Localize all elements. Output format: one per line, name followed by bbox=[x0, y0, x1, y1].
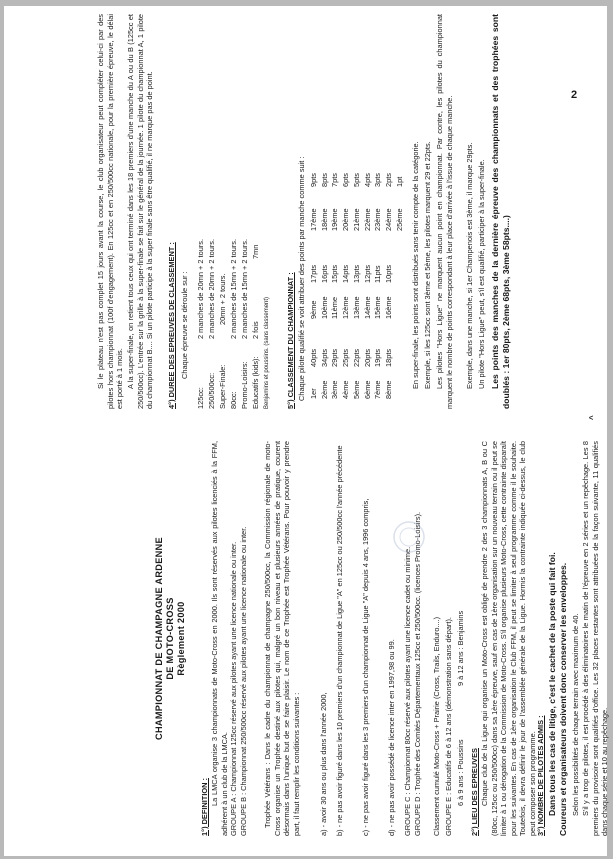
points-cell: 40pts bbox=[309, 348, 318, 367]
points-cell: 19pts bbox=[373, 348, 383, 367]
rank-cell: 4ème bbox=[341, 380, 351, 399]
points-cell: 6pts bbox=[341, 173, 351, 187]
rank-cell: 19ème bbox=[330, 208, 340, 231]
duree-row bbox=[218, 14, 228, 409]
duree-note: Benjamins et poussins. (sans classement) bbox=[264, 296, 270, 409]
rank-cell: 18ème bbox=[319, 208, 329, 231]
page-number: 2 bbox=[571, 89, 578, 101]
points-table-row bbox=[309, 14, 319, 399]
points-cell: 13pts bbox=[351, 264, 361, 283]
duree-row bbox=[240, 14, 250, 409]
points-cell: 4pts bbox=[362, 173, 372, 187]
duree-category: Super-Finale: bbox=[218, 364, 227, 409]
points-cell: 3pts bbox=[373, 173, 383, 187]
group-c-text: GROUPE C : Championnat 80cc réservé aux pilotes ayant une licence cadet ou minime. bbox=[403, 546, 412, 836]
nombre-text-1: Selon les possibilités de chaque terrain avec maximum de 40. bbox=[571, 613, 580, 816]
faint-stamp-logo bbox=[392, 519, 426, 555]
age-benjamins: 9 à 12 ans : Benjamins bbox=[456, 610, 465, 686]
rank-cell: 14ème bbox=[362, 296, 372, 319]
duree-value: 20mn + 2 tours. bbox=[218, 273, 227, 325]
classement-intro: Chaque pilote qualifié se voit attribuer des points par manche comme suit : bbox=[297, 156, 306, 401]
age-poussins: 6 à 9 ans : Poussins bbox=[456, 739, 465, 806]
duree-intro: Chaque épreuve se déroule sur : bbox=[180, 271, 189, 379]
duree-row bbox=[196, 14, 206, 409]
points-cell: 9pts bbox=[309, 173, 318, 187]
duree-category: Promo-Loisirs: bbox=[240, 361, 249, 409]
left-column bbox=[4, 441, 610, 836]
points-cell: 5pts bbox=[351, 173, 361, 187]
points-table bbox=[309, 14, 409, 399]
rank-cell: 17ème bbox=[309, 208, 318, 231]
points-cell: 17pts bbox=[309, 264, 318, 283]
points-table-row bbox=[395, 14, 405, 399]
rank-cell: 10ème bbox=[319, 296, 329, 319]
definition-text: La LMCA organise 3 championnats de Moto-Cross en 2000. Ils sont réservés aux pilotes licenciés à la FFM, adhérent à un club de la LMCA. bbox=[210, 441, 229, 836]
duree-category: Educatifs (kids): bbox=[251, 356, 260, 409]
points-table-row bbox=[363, 14, 373, 399]
duree-extra: 7mn bbox=[251, 244, 260, 259]
rank-cell: 2ème bbox=[319, 380, 329, 399]
points-table-row bbox=[341, 14, 351, 399]
trophee-veterans-text: Trophée Vétérans : Dans le cadre du championnat de champagne 250/500cc, la Commission régionale de moto-Cross organise un Trophée destiné aux pilotes qui, malgré un bon niveau et plusieurs années de pratique, courent désormais dans l'unique but de se faire plaisir. Le nom de ce Trophée est Trophée Vétérans. Pour pouvoir y prendre part, il faut remplir les conditions suivantes : bbox=[263, 441, 301, 836]
points-cell: 12pts bbox=[362, 264, 372, 283]
document-title-line-1: CHAMPIONNAT DE CHAMPAGNE ARDENNE bbox=[154, 537, 164, 740]
points-table-row bbox=[373, 14, 383, 399]
classement-heading: 5°) CLASSEMENT DU CHAMPIONNAT : bbox=[286, 272, 295, 409]
conserver-enveloppes-text: Coureurs et organisateurs doivent donc conserver les enveloppes. bbox=[558, 562, 568, 836]
duree-row bbox=[251, 14, 261, 409]
duree-row bbox=[229, 14, 239, 409]
group-b-text: GROUPE B : Championnat 250/500cc réservé aux pilotes ayant une licence nationale ou inter. bbox=[239, 526, 248, 836]
hors-ligue-text: Les pilotes "Hors Ligue" ne marquent aucun point en championnat. Par contre, les pilotes du championnat marquent le nombre de points correspondant à leur place d'arrivée à l'issue de chaque manche. bbox=[435, 14, 454, 409]
points-table-row bbox=[384, 14, 394, 399]
duree-category: 125cc: bbox=[196, 387, 205, 409]
definition-heading: 1°) DEFINITION : bbox=[200, 778, 209, 836]
condition-a: a) - avoir 30 ans ou plus dans l'année 2000, bbox=[319, 692, 328, 836]
duree-category: 80cc: bbox=[229, 391, 238, 409]
rank-cell: 21ème bbox=[351, 208, 361, 231]
points-cell: 22pts bbox=[351, 348, 361, 367]
points-cell: 18pts bbox=[383, 348, 393, 367]
points-cell: 15pts bbox=[330, 264, 340, 283]
points-cell: 8pts bbox=[319, 173, 329, 187]
document-page bbox=[4, 6, 610, 856]
rank-cell: 24ème bbox=[383, 208, 393, 231]
duree-value: 2 manches de 20mn + 2 tours. bbox=[196, 238, 205, 339]
points-cell: 7pts bbox=[330, 173, 340, 187]
duree-heading: 4°) DUREE DES EPREUVES DE CLASSEMENT : bbox=[167, 242, 176, 409]
rank-cell: 20ème bbox=[341, 208, 351, 231]
points-cell: 10pts bbox=[383, 264, 393, 283]
superfinale-points-text: En super-finale, les points sont distribués sans tenir compte de la catégorie. bbox=[411, 141, 420, 389]
group-d-text: GROUPE D : Trophée des Comités Départementaux 125cc et 250/500cc. (licences Promo-Loisirs). bbox=[413, 511, 422, 836]
condition-b: b) - ne pas avoir figuré dans les 10 premiers d'un championnat de Ligue "A" en 125cc ou 250/500cc l'année précédente bbox=[335, 445, 344, 836]
derniere-epreuve-text: Les points des manches de la dernière épreuve des championnats et des trophées sont doublés : 1er 80pts, 2ème 68pts, 3ème 58pts....) bbox=[490, 14, 511, 409]
exemple-2-text: Exemple, dans une manche, si 1er Champenois est 3ème, il marque 29pts. bbox=[465, 142, 474, 389]
duree-value: 2 fois bbox=[251, 321, 260, 339]
lieu-heading: 2°) LIEU DES EPREUVES bbox=[470, 748, 479, 836]
age-categories bbox=[456, 441, 466, 836]
points-cell: 29pts bbox=[330, 348, 340, 367]
rank-cell: 15ème bbox=[373, 296, 383, 319]
plateau-intro-text: Si le plateau n'est pas complet 15 jours avant la course, le club organisateur peut compléter celui-ci par des pilotes hors championnat (100f d'engagement). En 125cc et en 250/500cc nationale, pour la première épreuve, le délai est porté à 1 mois. bbox=[96, 14, 125, 409]
group-a-text: GROUPE A : Championnat 125cc réservé aux pilotes ayant une licence nationale ou inter. bbox=[229, 541, 238, 836]
rank-cell: 13ème bbox=[351, 296, 361, 319]
rank-cell: 25ème bbox=[394, 208, 404, 231]
rank-cell: 1er bbox=[309, 388, 318, 399]
group-e-text: GROUPE E : Educatifs de 6 à 12 ans (démonstration sans départ). bbox=[444, 617, 453, 836]
duree-value: 2 manches de 20mn + 2 tours. bbox=[207, 238, 216, 339]
points-cell: 14pts bbox=[341, 264, 351, 283]
points-cell: 34pts bbox=[319, 348, 329, 367]
duree-row bbox=[207, 14, 217, 409]
document-title-line-3: Règlement 2000 bbox=[176, 601, 186, 676]
rank-cell: 23ème bbox=[373, 208, 383, 231]
rank-cell: 22ème bbox=[362, 208, 372, 231]
rank-cell: 6ème bbox=[362, 380, 372, 399]
points-table-row bbox=[320, 14, 330, 399]
right-column bbox=[4, 14, 607, 409]
points-cell: 2pts bbox=[383, 173, 393, 187]
hors-ligue-2-text: Un pilote "Hors Ligue" peut, s'il est qualifié, participer à la super-finale. bbox=[477, 159, 486, 389]
rank-cell: 5ème bbox=[351, 380, 361, 399]
nombre-heading: 3°) NOMBRE DE PILOTES ADMIS : bbox=[536, 715, 545, 836]
duree-category: 250/500cc: bbox=[207, 372, 216, 409]
duree-value: 2 manches de 15mn + 2 tours. bbox=[229, 238, 238, 339]
nombre-text-2: S'il y a trop de pilotes, il est procédé à des éliminatoires le matin de l'épreuve en 2 séries et un repêchage. Les 8 premiers du provisoire sont qualifiés d'office. Les 32 places restantes sont attribuées de la façon suivante, 11 qualifiés dans chaque série et 10 au repêchage. bbox=[581, 441, 610, 836]
points-cell: 11pts bbox=[373, 265, 383, 283]
points-cell: 25pts bbox=[341, 348, 351, 367]
rank-cell: 3ème bbox=[330, 380, 340, 399]
condition-d: d) - ne pas avoir possédé de licence inter en 1997,98 ou 99. bbox=[387, 639, 396, 836]
rank-cell: 7ème bbox=[373, 380, 383, 399]
lieu-text: Chaque club de la Ligue qui organise un Moto-Cross est obligé de prendre 2 des 3 championnats A, B ou C (80cc, 125cc ou 250/500cc) dans sa 1ère épreuve, sauf en cas de 1ère organisation sur un nouveau terrain ou il peut se limiter à 1 ou dérogation de la Commission de Moto-Cross. S'il organise plusieurs Moto-Cross, cette contrainte disparaît pour les suivantes. En cas de 1ère organisation le Club FFM, il peut se limiter à seul programme comme il le souhaite. Toutefois, il devra définir le jour de l'assemblée générale de la Ligue. Hormis la contrainte indiquée ci-dessus, le club peut composer son programme. bbox=[480, 441, 537, 836]
rotated-content bbox=[4, 6, 610, 856]
caret-mark: ^ bbox=[588, 415, 597, 420]
points-cell: 16pts bbox=[319, 264, 329, 283]
points-table-row bbox=[330, 14, 340, 399]
points-cell: 20pts bbox=[362, 348, 372, 367]
classement-cumule-text: Classement cumulé Moto-Cross + Prairie (Cross, Trails, Enduro....) bbox=[432, 616, 441, 836]
points-cell: 1pt bbox=[394, 176, 404, 187]
document-title-line-2: DE MOTO-CROSS bbox=[165, 597, 175, 680]
rank-cell: 11ème bbox=[330, 296, 340, 319]
rank-cell: 12ème bbox=[341, 296, 351, 319]
rank-cell: 9ème bbox=[309, 300, 318, 319]
condition-c: c) - ne pas avoir figuré dans les 3 premiers d'un championnat de Ligue "A" depuis 4 ans, 1996 compris, bbox=[361, 498, 370, 836]
litige-text: Dans tous les cas de litige, c'est le cachet de la poste qui fait foi. bbox=[547, 552, 557, 816]
points-table-row bbox=[352, 14, 362, 399]
superfinale-text: A la super-finale, on retient tous ceux qui ont terminé dans les 18 premiers d'une manche du A ou du B (125cc et 250/500cc). L'entrée sur la grille à la super-finale se fait sur le général de la journée. 1 pilote du championnat A, 1 pilote du championnat B.... Si un pilote participe à la super finale sans être qualifié, il ne marque pas de point. bbox=[126, 14, 155, 409]
duree-value: 2 manches de 15mn + 2 tours. bbox=[240, 238, 249, 339]
rank-cell: 16ème bbox=[383, 296, 393, 319]
rank-cell: 8ème bbox=[383, 380, 393, 399]
exemple-1-text: Exemple, si les 125cc sont 3ème et 5ème, les pilotes marquent 29 et 22pts. bbox=[423, 141, 432, 389]
